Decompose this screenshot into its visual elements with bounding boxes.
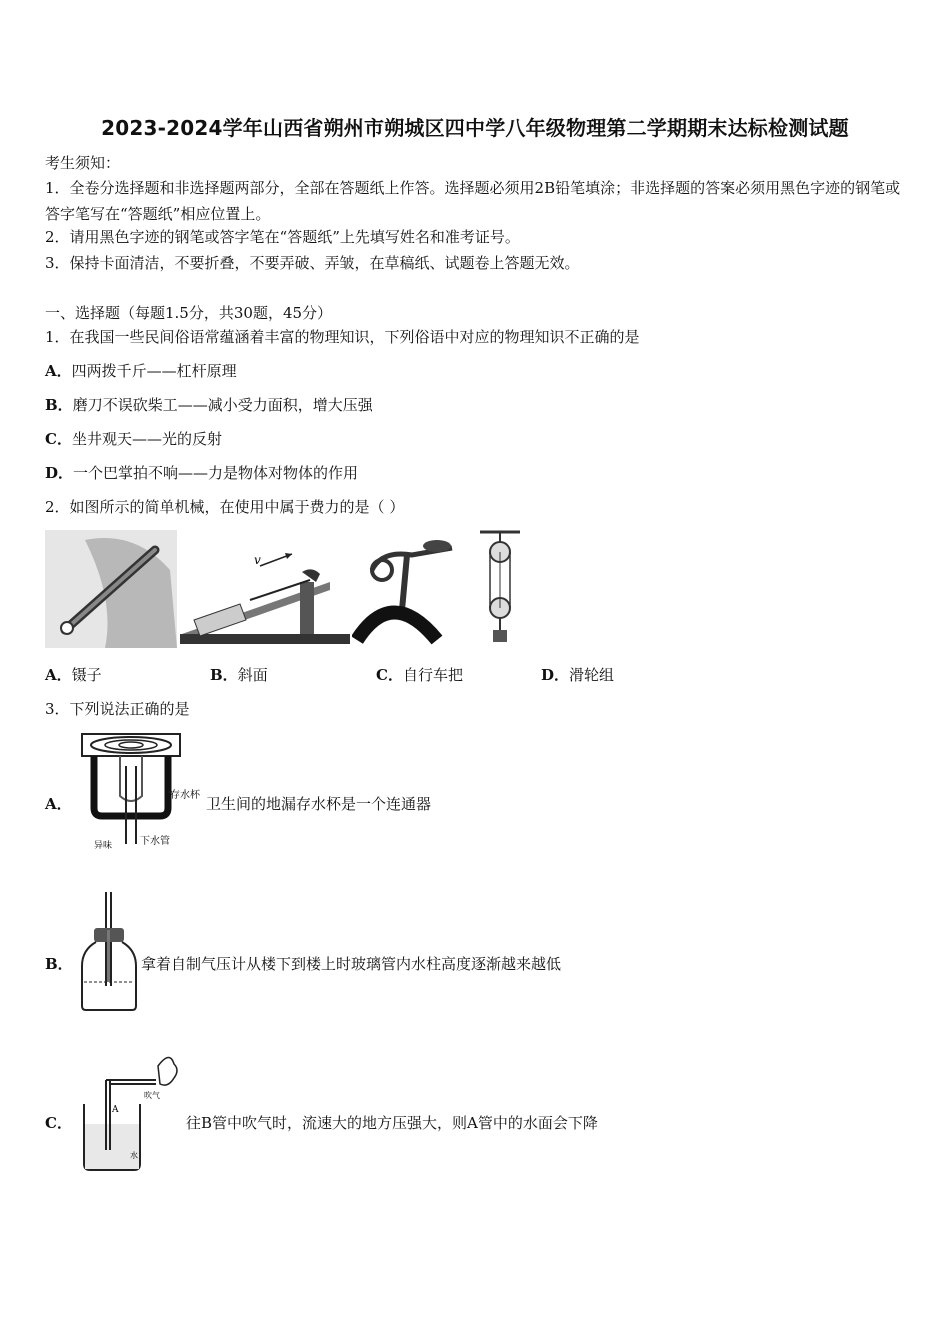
barometer-bottle-image	[78, 890, 140, 1012]
q1-option-b	[45, 394, 373, 416]
smell-label: 异味	[94, 841, 113, 851]
q3-option-b-text: 拿着自制气压计从楼下到楼上时玻璃管内水柱高度逐渐越来越低	[141, 955, 562, 973]
q3-option-b-letter	[45, 953, 73, 975]
tweezers-image	[45, 530, 177, 648]
option-text: 磨刀不误砍柴工——减小受力面积，增大压强	[72, 396, 373, 414]
blowing-tube-image	[80, 1046, 188, 1174]
option-text: 滑轮组	[569, 666, 615, 684]
option-letter: C．	[45, 1114, 72, 1132]
q3-option-a-letter	[45, 793, 72, 815]
option-text: 四两拨千斤——杠杆原理	[71, 362, 237, 380]
notice-heading: 考生须知：	[45, 154, 121, 172]
option-text: 坐井观天——光的反射	[71, 430, 222, 448]
water-label: 水	[130, 1151, 138, 1160]
option-text: 斜面	[237, 666, 268, 684]
notice-item-1: 1．全卷分选择题和非选择题两部分，全部在答题纸上作答。选择题必须用2B铅笔填涂；非选择题的答案必须用黑色字迹的钢笔或答字笔写在“答题纸”相应位置上。	[45, 179, 901, 223]
q2-option-d	[541, 664, 614, 686]
option-letter: D．	[45, 464, 74, 482]
option-text: 镊子	[71, 666, 102, 684]
option-text: 一个巴掌拍不响——力是物体对物体的作用	[73, 464, 359, 482]
q3-option-c-text: 往B管中吹气时，流速大的地方压强大，则A管中的水面会下降	[186, 1114, 598, 1132]
q2-option-b	[210, 664, 268, 686]
option-text: 自行车把	[402, 666, 463, 684]
question-3-stem: 3．下列说法正确的是	[45, 700, 190, 718]
q1-option-a	[45, 360, 237, 382]
option-letter: A．	[45, 362, 72, 380]
section-heading: 一、选择题（每题1.5分，共30题，45分）	[45, 304, 333, 322]
notice-item-2: 2．请用黑色字迹的钢笔或答字笔在“答题纸”上先填写姓名和准考证号。	[45, 228, 520, 246]
page-title: 2023-2024学年山西省朔州市朔城区四中学八年级物理第二学期期末达标检测试题	[101, 116, 849, 140]
pipe-label: 下水管	[140, 836, 170, 847]
tube-a-label: A	[112, 1105, 119, 1115]
cup-label: 存水杯	[170, 790, 200, 801]
option-letter: A．	[45, 666, 72, 684]
option-letter: D．	[541, 666, 570, 684]
q3-option-c-letter	[45, 1112, 72, 1134]
question-1-stem: 1．在我国一些民间俗语常蕴涵着丰富的物理知识，下列俗语中对应的物理知识不正确的是	[45, 328, 640, 346]
option-letter: B．	[45, 396, 73, 414]
option-letter: B．	[210, 666, 238, 684]
inclined-plane-image	[180, 530, 352, 648]
question-2-stem: 2．如图所示的简单机械，在使用中属于费力的是（ ）	[45, 498, 405, 516]
blow-label: 吹气	[144, 1091, 160, 1100]
option-letter: A．	[45, 795, 72, 813]
q1-option-c	[45, 428, 222, 450]
notice-item-3: 3．保持卡面清洁，不要折叠，不要弄破、弄皱，在草稿纸、试题卷上答题无效。	[45, 254, 580, 272]
option-letter: B．	[45, 955, 73, 973]
q2-option-a	[45, 664, 102, 686]
q3-option-a-text: 卫生间的地漏存水杯是一个连通器	[206, 795, 432, 813]
velocity-label: v	[254, 553, 261, 567]
floor-drain-image	[80, 732, 206, 854]
q2-option-c	[376, 664, 463, 686]
bicycle-handlebar-image	[352, 530, 472, 648]
q1-option-d	[45, 462, 358, 484]
pulley-block-image	[478, 530, 522, 648]
option-letter: C．	[45, 430, 72, 448]
option-letter: C．	[376, 666, 403, 684]
